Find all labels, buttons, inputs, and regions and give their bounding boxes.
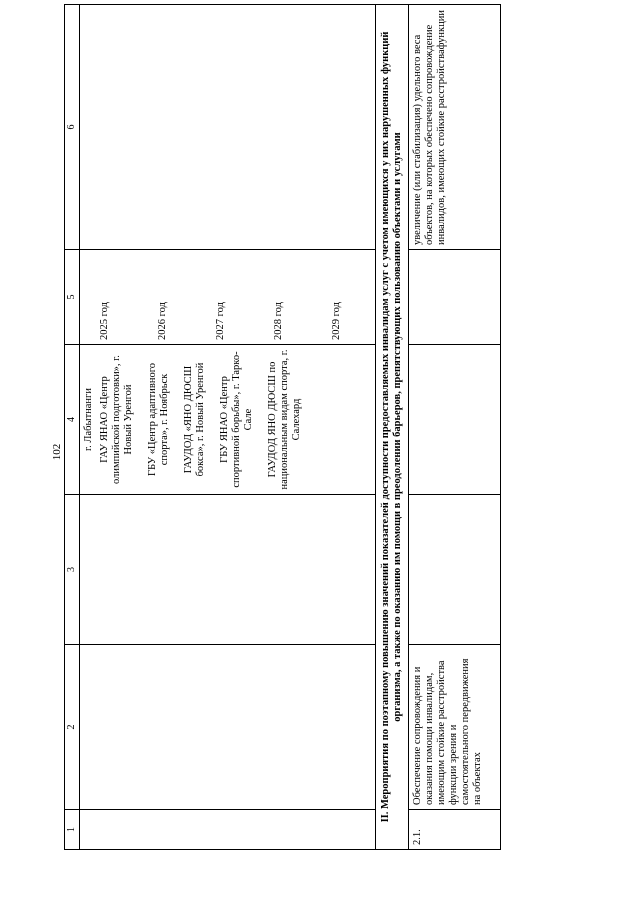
cell-empty — [80, 495, 376, 645]
measure-text: Обеспечение сопровождения и оказания помощи инвалидам, имеющим стойкие расстройства функции зрения и самостоятельного передвижения на объектах — [409, 645, 501, 810]
year-entry: 2029 год — [331, 302, 342, 340]
column-number: 2 — [65, 645, 80, 810]
year-entry — [83, 254, 99, 340]
organization-entry: ГБУ «Центр адаптивного спорта», г. Ноябрьск — [147, 363, 170, 476]
cell-object — [409, 345, 501, 495]
organization-entry: ГАУ ЯНАО «Центр олимпийской подготовки», г. Новый Уренгой — [99, 355, 134, 484]
column-number: 3 — [65, 495, 80, 645]
section-heading-row — [376, 5, 409, 850]
document-sheet — [64, 5, 594, 850]
column-number-row — [65, 5, 80, 850]
page-number: 102 — [51, 443, 63, 461]
row-number: 2.1. — [409, 810, 501, 850]
result-text: увеличение (или стабилизация) удельного веса объектов, на которых обеспечено сопровождение инвалидов, имеющих стойкие расстройствафункции — [409, 5, 501, 250]
organization-entry: ГБУ ЯНАО «Центр спортивной борьбы», г. Тарко-Сале — [219, 351, 254, 488]
column-number: 5 — [65, 250, 80, 345]
organization-entry: г. Лабытнанги — [83, 388, 94, 451]
column-number: 6 — [65, 5, 80, 250]
organization-entry: ГАУДОД ЯНО ДЮСШ по национальным видам спорта, г. Салехард — [267, 349, 302, 490]
year-entry: 2028 год — [273, 302, 284, 340]
continued-row — [80, 5, 376, 850]
column-number: 4 — [65, 345, 80, 495]
column-number: 1 — [65, 810, 80, 850]
cell-empty — [80, 5, 376, 250]
cell-empty — [80, 810, 376, 850]
organizations-cell — [80, 345, 376, 495]
table-row — [409, 5, 501, 850]
years-cell — [80, 250, 376, 345]
cell-empty — [80, 645, 376, 810]
year-entry: 2027 год — [215, 302, 226, 340]
measures-table — [64, 4, 501, 850]
year-entry: 2025 год — [99, 302, 110, 340]
organization-entry: ГАУДОД «ЯНО ДЮСШ бокса», г. Новый Уренгой — [183, 362, 206, 477]
section-heading: II. Мероприятия по поэтапному повышению значений показателей доступности предоставляемых инвалидам услуг с учетом имеющихся у них нарушенных функций организма, а также по оказанию им помощи в преодолении барьеров, препятствующих пользованию объектами и услугами — [376, 5, 409, 850]
cell-term — [409, 250, 501, 345]
year-entry: 2026 год — [157, 302, 168, 340]
cell-executor — [409, 495, 501, 645]
